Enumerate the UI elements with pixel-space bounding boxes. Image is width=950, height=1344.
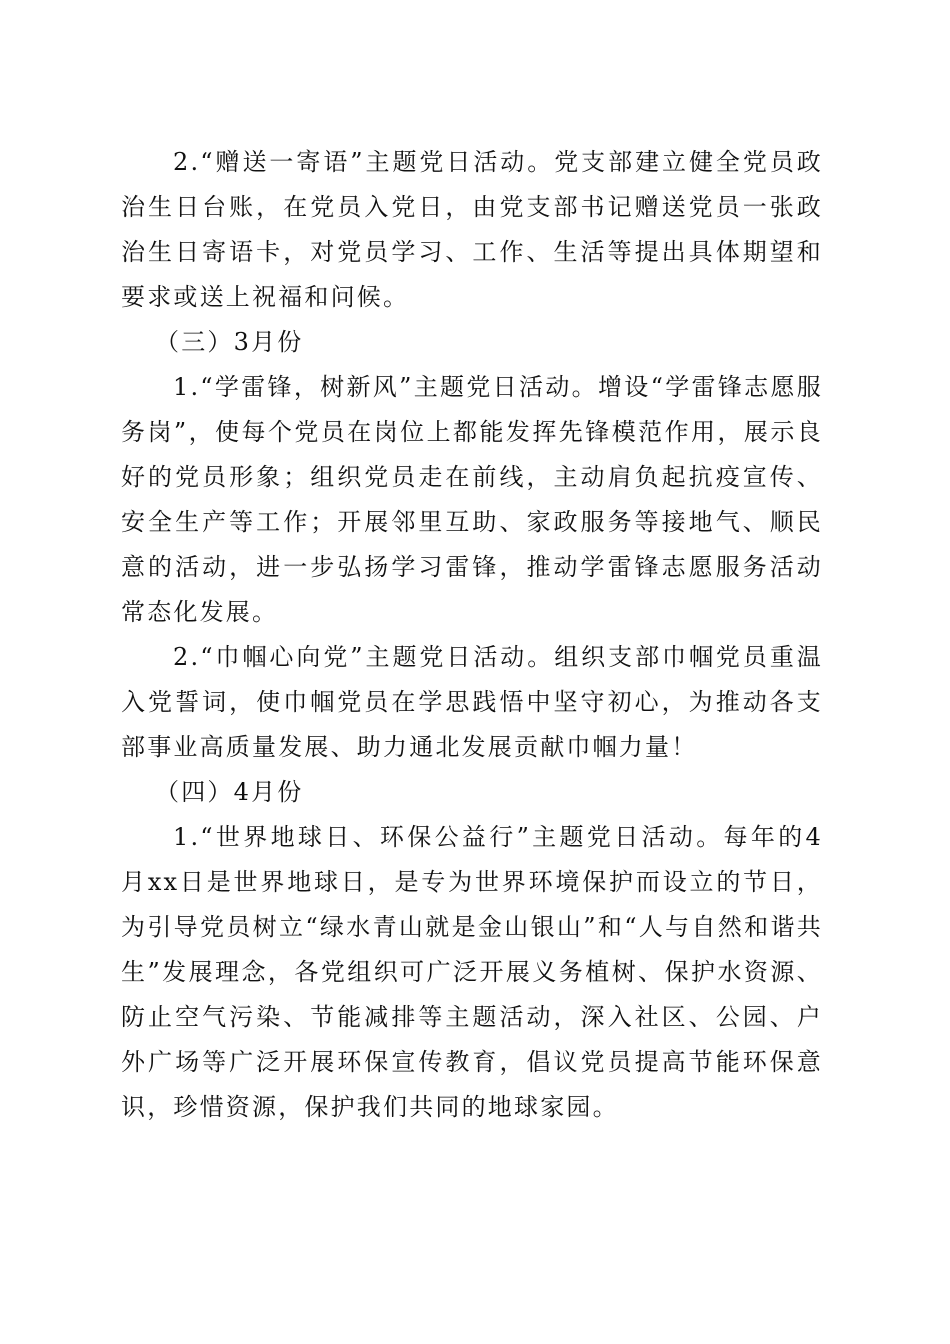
paragraph-earth-day-activity: 1.“世界地球日、环保公益行”主题党日活动。每年的4月xx日是世界地球日，是专为世界环境保护而设立的节日，为引导党员树立“绿水青山就是金山银山”和“人与自然和谐共生”发展理念，各党组织可广泛开展义务植树、保护水资源、防止空气污染、节能减排等主题活动，深入社区、公园、户外广场等广泛开展环保宣传教育，倡议党员提高节能环保意识，珍惜资源，保护我们共同的地球家园。 [121, 823, 823, 1121]
section-heading-april: （四）4月份 [155, 778, 304, 806]
paragraph-learn-from-leifeng-activity: 1.“学雷锋，树新风”主题党日活动。增设“学雷锋志愿服务岗”，使每个党员在岗位上都能发挥先锋模范作用，展示良好的党员形象；组织党员走在前线，主动肩负起抗疫宣传、安全生产等工作；开展邻里互助、家政服务等接地气、顺民意的活动，进一步弘扬学习雷锋，推动学雷锋志愿服务活动常态化发展。 [121, 373, 823, 626]
document-body [121, 140, 823, 1130]
section-heading-march: （三）3月份 [155, 328, 304, 356]
paragraph-gift-message-activity: 2.“赠送一寄语”主题党日活动。党支部建立健全党员政治生日台账，在党员入党日，由党支部书记赠送党员一张政治生日寄语卡，对党员学习、工作、生活等提出具体期望和要求或送上祝福和问候。 [121, 148, 823, 311]
paragraph-women-party-activity: 2.“巾帼心向党”主题党日活动。组织支部巾帼党员重温入党誓词，使巾帼党员在学思践悟中坚守初心，为推动各支部事业高质量发展、助力通北发展贡献巾帼力量！ [121, 643, 823, 761]
